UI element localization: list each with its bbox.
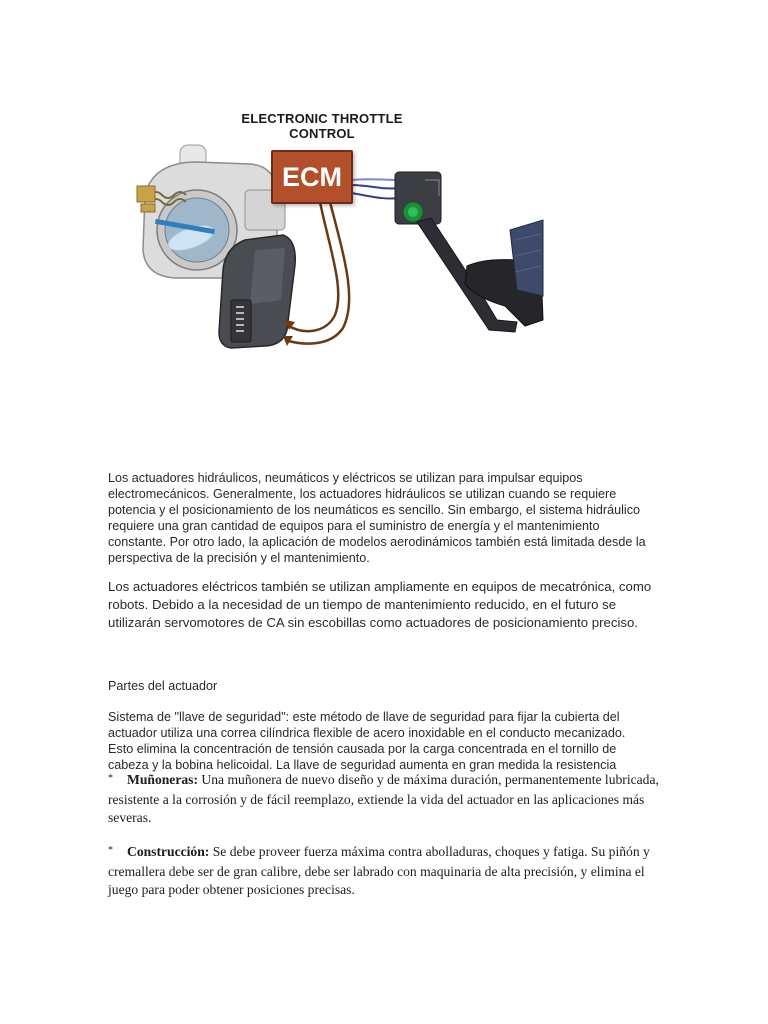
motor-housing-illustration <box>219 235 295 348</box>
bullet-term: Construcción: <box>127 844 210 859</box>
paragraph-electric-actuators: Los actuadores eléctricos también se utilizan ampliamente en equipos de mecatrónica, como robots. Debido a la necesidad de un tiempo de mantenimiento reducido, en el futuro se utilizarán servomotores de CA sin escobillas como actuadores de posicionamiento preciso. <box>108 579 652 630</box>
section-heading-parts: Partes del actuador <box>108 679 218 693</box>
paragraph-safety-key: Sistema de "llave de seguridad": este método de llave de seguridad para fijar la cubierta del actuador utiliza una correa cilíndrica flexible de acero inoxidable en el conducto mecanizado. Esto elimina la concentración de tensión causada por la carga concentrada en el tornillo de cabeza y la bobina helicoidal. La llave de seguridad aumenta en gran medida la resistencia <box>108 710 626 772</box>
figure-title: ELECTRONIC THROTTLE CONTROL <box>241 111 403 141</box>
ecm-label: ECM <box>282 161 342 192</box>
ecm-label-box <box>271 150 353 204</box>
bullet-item-munoneras <box>108 771 663 827</box>
bullet-glyph: * <box>108 773 113 784</box>
bullet-item-construccion <box>108 843 663 899</box>
paragraph-actuators-types: Los actuadores hidráulicos, neumáticos y eléctricos se utilizan para impulsar equipos electromecánicos. Generalmente, los actuadores hidráulicos se utilizan cuando se requiere potencia y el posicionamiento de los neumáticos es sencillo. Sin embargo, el sistema hidráulico requiere una gran cantidad de equipos para el suministro de energía y el mantenimiento constante. Por otro lado, la aplicación de modelos aerodinámicos también está limitada desde la perspectiva de la precisión y el mantenimiento. <box>108 471 646 565</box>
throttle-control-figure <box>105 100 545 360</box>
bullet-text: Se debe proveer fuerza máxima contra abolladuras, choques y fatiga. Su piñón y cremallera debe ser de gran calibre, debe ser labrado con maquinaria de alta precisión, y elimina el juego para poder obtener posiciones precisas. <box>108 844 650 897</box>
bullet-glyph: * <box>108 845 113 856</box>
pedal-sensor-illustration <box>395 172 517 332</box>
bullet-text: Una muñonera de nuevo diseño y de máxima duración, permanentemente lubricada, resistente a la corrosión y de fácil reemplazo, extiende la vida del actuador en las aplicaciones más severas. <box>108 772 659 825</box>
bullet-term: Muñoneras: <box>127 772 198 787</box>
ecm-pedal-wires <box>351 179 400 198</box>
